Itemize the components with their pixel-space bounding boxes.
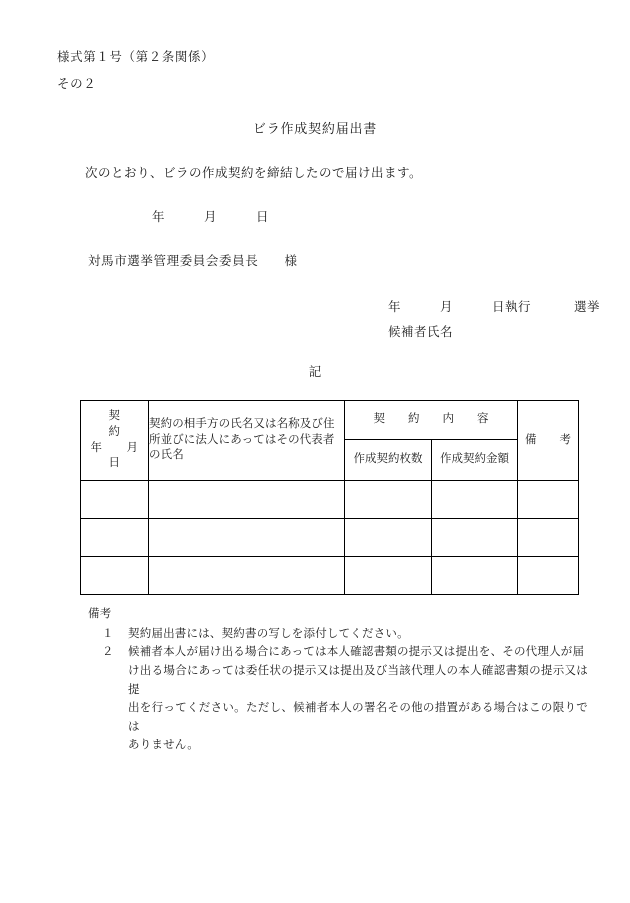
election-date: 年 月 日執行	[388, 300, 532, 314]
header-remarks: 備 考	[518, 401, 579, 481]
cell-sheets[interactable]	[345, 519, 432, 557]
cell-contract-date[interactable]	[81, 557, 149, 595]
note-number: ２	[102, 646, 114, 659]
cell-amount[interactable]	[432, 519, 518, 557]
addressee-line: 対馬市選挙管理委員会委員長 様	[88, 254, 298, 268]
note-text-line-1: 候補者本人が届け出る場合にあっては本人確認書類の提示又は提出を、その代理人が届	[128, 646, 585, 659]
contract-table-wrapper	[80, 400, 578, 595]
form-sub-number: その２	[57, 77, 97, 91]
header-counterparty: 契約の相手方の氏名又は名称及び住所並びに法人にあってはその代表者の氏名	[149, 401, 345, 481]
note-text-line-4: ありません。	[128, 739, 199, 752]
cell-sheets[interactable]	[345, 557, 432, 595]
table-row[interactable]	[81, 481, 579, 519]
notes-section	[88, 605, 588, 755]
header-amount: 作成契約金額	[432, 440, 518, 481]
cell-counterparty[interactable]	[149, 481, 345, 519]
cell-remarks[interactable]	[518, 481, 579, 519]
header-sheets: 作成契約枚数	[345, 440, 432, 481]
document-title: ビラ作成契約届出書	[252, 121, 378, 136]
election-date-line	[388, 297, 600, 315]
cell-remarks[interactable]	[518, 557, 579, 595]
note-item-1	[102, 625, 588, 644]
ki-marker: 記	[308, 365, 322, 379]
form-number: 様式第１号（第２条関係）	[57, 50, 215, 64]
cell-remarks[interactable]	[518, 519, 579, 557]
note-text-line-3: 出を行ってください。ただし、候補者本人の署名その他の措置がある場合はこの限りでは	[128, 702, 588, 733]
table-row[interactable]	[81, 557, 579, 595]
table-row[interactable]	[81, 519, 579, 557]
table-header-row-1	[81, 401, 579, 440]
note-text-line-2: け出る場合にあっては委任状の提示又は提出及び当該代理人の本人確認書類の提示又は提	[128, 664, 588, 696]
note-item-2	[102, 643, 588, 755]
cell-counterparty[interactable]	[149, 557, 345, 595]
intro-sentence: 次のとおり、ビラの作成契約を締結したので届け出ます。	[85, 166, 423, 180]
cell-amount[interactable]	[432, 481, 518, 519]
cell-sheets[interactable]	[345, 481, 432, 519]
note-number: １	[102, 627, 114, 640]
header-contract-date-line1: 契 約	[108, 409, 181, 438]
submission-date-line: 年 月 日	[152, 210, 270, 224]
candidate-name-label: 候補者氏名	[388, 325, 454, 339]
contract-table	[80, 400, 579, 595]
cell-counterparty[interactable]	[149, 519, 345, 557]
notes-title: 備考	[88, 608, 112, 620]
cell-amount[interactable]	[432, 557, 518, 595]
cell-contract-date[interactable]	[81, 519, 149, 557]
note-text: 契約届出書には、契約書の写しを添付してください。	[128, 627, 409, 640]
header-contract-date	[81, 401, 181, 481]
election-label: 選挙	[573, 300, 600, 314]
header-contract-content: 契 約 内 容	[345, 401, 518, 440]
header-contract-date-line2: 年 月 日	[90, 441, 163, 470]
note-text	[128, 643, 588, 755]
cell-contract-date[interactable]	[81, 481, 149, 519]
